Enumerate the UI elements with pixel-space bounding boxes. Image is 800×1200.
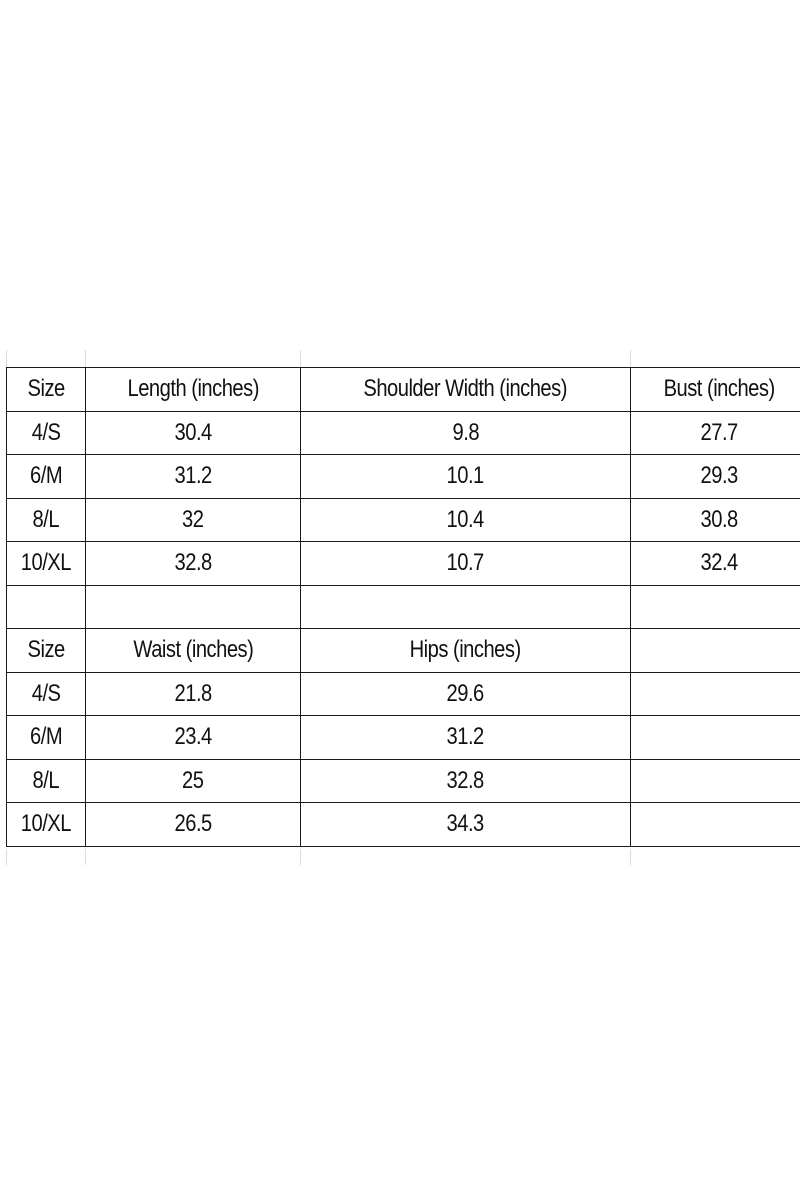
gridline (6, 350, 7, 367)
table-cell: 31.2 (301, 716, 631, 760)
table-cell: 10/XL (7, 803, 86, 847)
table-cell: 26.5 (86, 803, 301, 847)
table-cell: 4/S (7, 411, 86, 455)
table-cell: 27.7 (631, 411, 800, 455)
table-cell: 8/L (7, 759, 86, 803)
table-cell: 10.7 (301, 542, 631, 586)
header-cell (631, 629, 800, 673)
header-cell: Shoulder Width (inches) (301, 368, 631, 412)
table-cell: 25 (86, 759, 301, 803)
table-cell (631, 716, 800, 760)
gridline (300, 350, 301, 367)
table-cell: 6/M (7, 716, 86, 760)
table-row (7, 803, 800, 847)
table-cell: 10/XL (7, 542, 86, 586)
header-cell: Size (7, 629, 86, 673)
table-cell: 30.4 (86, 411, 301, 455)
table-cell: 29.3 (631, 455, 800, 499)
table-row (7, 411, 800, 455)
empty-cell (86, 585, 301, 629)
gridline (6, 849, 7, 865)
table-row (7, 759, 800, 803)
header-cell: Waist (inches) (86, 629, 301, 673)
table-row (7, 498, 800, 542)
table-row (7, 672, 800, 716)
table-cell: 31.2 (86, 455, 301, 499)
table-cell: 10.1 (301, 455, 631, 499)
table-cell: 21.8 (86, 672, 301, 716)
empty-cell (301, 585, 631, 629)
table-cell: 32 (86, 498, 301, 542)
gridline (300, 849, 301, 865)
table-cell: 34.3 (301, 803, 631, 847)
table-cell: 23.4 (86, 716, 301, 760)
gridline (85, 350, 86, 367)
table-cell: 6/M (7, 455, 86, 499)
table-header-row (7, 629, 800, 673)
table-cell: 10.4 (301, 498, 631, 542)
table-cell: 32.4 (631, 542, 800, 586)
table-cell: 32.8 (86, 542, 301, 586)
table-header-row (7, 368, 800, 412)
gridline (630, 350, 631, 367)
header-cell: Bust (inches) (631, 368, 800, 412)
empty-row (7, 585, 800, 629)
table-row (7, 455, 800, 499)
table-cell: 32.8 (301, 759, 631, 803)
table-cell: 8/L (7, 498, 86, 542)
header-cell: Length (inches) (86, 368, 301, 412)
size-chart-table (6, 367, 800, 847)
gridline (85, 849, 86, 865)
table-cell: 30.8 (631, 498, 800, 542)
empty-cell (631, 585, 800, 629)
table-row (7, 716, 800, 760)
table-cell: 9.8 (301, 411, 631, 455)
header-cell: Hips (inches) (301, 629, 631, 673)
table-row (7, 542, 800, 586)
table-cell (631, 803, 800, 847)
table-cell (631, 759, 800, 803)
table-cell: 4/S (7, 672, 86, 716)
gridline (630, 849, 631, 865)
header-cell: Size (7, 368, 86, 412)
table-cell (631, 672, 800, 716)
empty-cell (7, 585, 86, 629)
table-cell: 29.6 (301, 672, 631, 716)
